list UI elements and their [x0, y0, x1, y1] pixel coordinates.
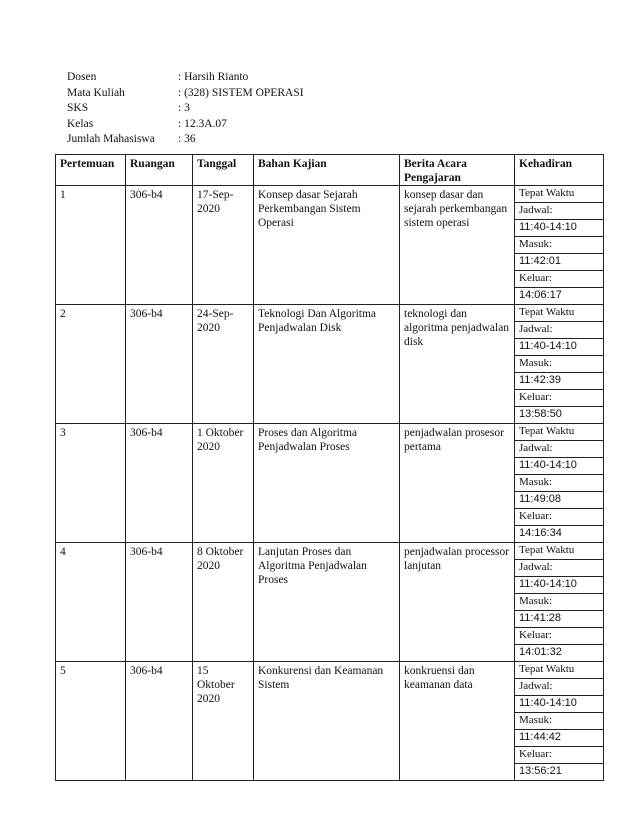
cell-masuk: 11:42:01 — [515, 254, 604, 271]
cell-ruangan: 306-b4 — [126, 305, 193, 424]
cell-jadwal: 11:40-14:10 — [515, 696, 604, 713]
kelas-label: Kelas — [67, 117, 94, 130]
cell-masuk-label: Masuk: — [515, 237, 604, 254]
cell-bahan-kajian: Proses dan Algoritma Penjadwalan Proses — [254, 424, 400, 543]
cell-ruangan: 306-b4 — [126, 543, 193, 662]
info-row-sks — [67, 101, 304, 117]
cell-tanggal: 1 Oktober 2020 — [193, 424, 254, 543]
header-ruangan: Ruangan — [126, 155, 193, 186]
cell-masuk-label: Masuk: — [515, 594, 604, 611]
cell-jadwal-label: Jadwal: — [515, 441, 604, 458]
kelas-value: : 12.3A.07 — [178, 117, 227, 130]
cell-status: Tepat Waktu — [515, 424, 604, 441]
dosen-value: : Harsih Rianto — [178, 71, 249, 83]
header-pertemuan: Pertemuan — [56, 155, 126, 186]
matkul-label: Mata Kuliah — [67, 86, 125, 99]
cell-berita-acara: penjadwalan processor lanjutan — [400, 543, 515, 662]
cell-ruangan: 306-b4 — [126, 662, 193, 781]
cell-status: Tepat Waktu — [515, 305, 604, 322]
sks-value: : 3 — [178, 102, 190, 114]
cell-bahan-kajian: Teknologi Dan Algoritma Penjadwalan Disk — [254, 305, 400, 424]
cell-masuk: 11:41:28 — [515, 611, 604, 628]
table-row — [56, 424, 604, 441]
table-row — [56, 662, 604, 679]
cell-keluar-label: Keluar: — [515, 628, 604, 645]
cell-keluar: 14:06:17 — [515, 288, 604, 305]
cell-jadwal: 11:40-14:10 — [515, 577, 604, 594]
cell-tanggal: 17-Sep-2020 — [193, 186, 254, 305]
cell-ruangan: 306-b4 — [126, 424, 193, 543]
cell-jadwal: 11:40-14:10 — [515, 458, 604, 475]
cell-jadwal-label: Jadwal: — [515, 679, 604, 696]
cell-berita-acara: penjadwalan prosesor pertama — [400, 424, 515, 543]
cell-masuk-label: Masuk: — [515, 475, 604, 492]
matkul-value: : (328) SISTEM OPERASI — [178, 86, 304, 99]
header-berita-acara: Berita Acara Pengajaran — [400, 155, 515, 186]
header-bahan-kajian: Bahan Kajian — [254, 155, 400, 186]
cell-pertemuan: 5 — [56, 662, 126, 781]
cell-keluar-label: Keluar: — [515, 509, 604, 526]
cell-bahan-kajian: Lanjutan Proses dan Algoritma Penjadwalan Proses — [254, 543, 400, 662]
cell-tanggal: 24-Sep-2020 — [193, 305, 254, 424]
cell-jadwal: 11:40-14:10 — [515, 339, 604, 356]
sks-label: SKS — [67, 102, 89, 114]
cell-tanggal: 8 Oktober 2020 — [193, 543, 254, 662]
jumlah-label: Jumlah Mahasiswa — [67, 133, 155, 145]
course-info — [67, 70, 304, 148]
cell-keluar: 14:16:34 — [515, 526, 604, 543]
dosen-label: Dosen — [67, 71, 97, 83]
cell-ruangan: 306-b4 — [126, 186, 193, 305]
table-row — [56, 305, 604, 322]
table-row — [56, 543, 604, 560]
cell-jadwal-label: Jadwal: — [515, 203, 604, 220]
table-row — [56, 186, 604, 203]
cell-masuk: 11:49:08 — [515, 492, 604, 509]
cell-status: Tepat Waktu — [515, 186, 604, 203]
header-tanggal: Tanggal — [193, 155, 254, 186]
cell-pertemuan: 3 — [56, 424, 126, 543]
cell-bahan-kajian: Konsep dasar Sejarah Perkembangan Sistem Operasi — [254, 186, 400, 305]
jumlah-value: : 36 — [178, 133, 196, 145]
table-header-row — [56, 155, 604, 186]
info-row-dosen — [67, 70, 304, 86]
cell-bahan-kajian: Konkurensi dan Keamanan Sistem — [254, 662, 400, 781]
info-row-matkul — [67, 86, 304, 102]
cell-jadwal: 11:40-14:10 — [515, 220, 604, 237]
attendance-table — [55, 154, 604, 781]
cell-keluar: 13:58:50 — [515, 407, 604, 424]
cell-pertemuan: 4 — [56, 543, 126, 662]
cell-jadwal-label: Jadwal: — [515, 322, 604, 339]
cell-masuk-label: Masuk: — [515, 713, 604, 730]
cell-berita-acara: konsep dasar dan sejarah perkembangan sistem operasi — [400, 186, 515, 305]
cell-keluar-label: Keluar: — [515, 747, 604, 764]
cell-pertemuan: 1 — [56, 186, 126, 305]
cell-keluar: 14:01:32 — [515, 645, 604, 662]
cell-keluar-label: Keluar: — [515, 390, 604, 407]
cell-masuk: 11:42:39 — [515, 373, 604, 390]
cell-jadwal-label: Jadwal: — [515, 560, 604, 577]
cell-masuk: 11:44:42 — [515, 730, 604, 747]
cell-masuk-label: Masuk: — [515, 356, 604, 373]
cell-berita-acara: teknologi dan algoritma penjadwalan disk — [400, 305, 515, 424]
cell-pertemuan: 2 — [56, 305, 126, 424]
cell-berita-acara: konkruensi dan keamanan data — [400, 662, 515, 781]
cell-keluar-label: Keluar: — [515, 271, 604, 288]
cell-status: Tepat Waktu — [515, 543, 604, 560]
info-row-jumlah — [67, 132, 304, 148]
cell-tanggal: 15 Oktober 2020 — [193, 662, 254, 781]
cell-keluar: 13:56:21 — [515, 764, 604, 781]
info-row-kelas — [67, 117, 304, 133]
header-kehadiran: Kehadiran — [515, 155, 604, 186]
cell-status: Tepat Waktu — [515, 662, 604, 679]
